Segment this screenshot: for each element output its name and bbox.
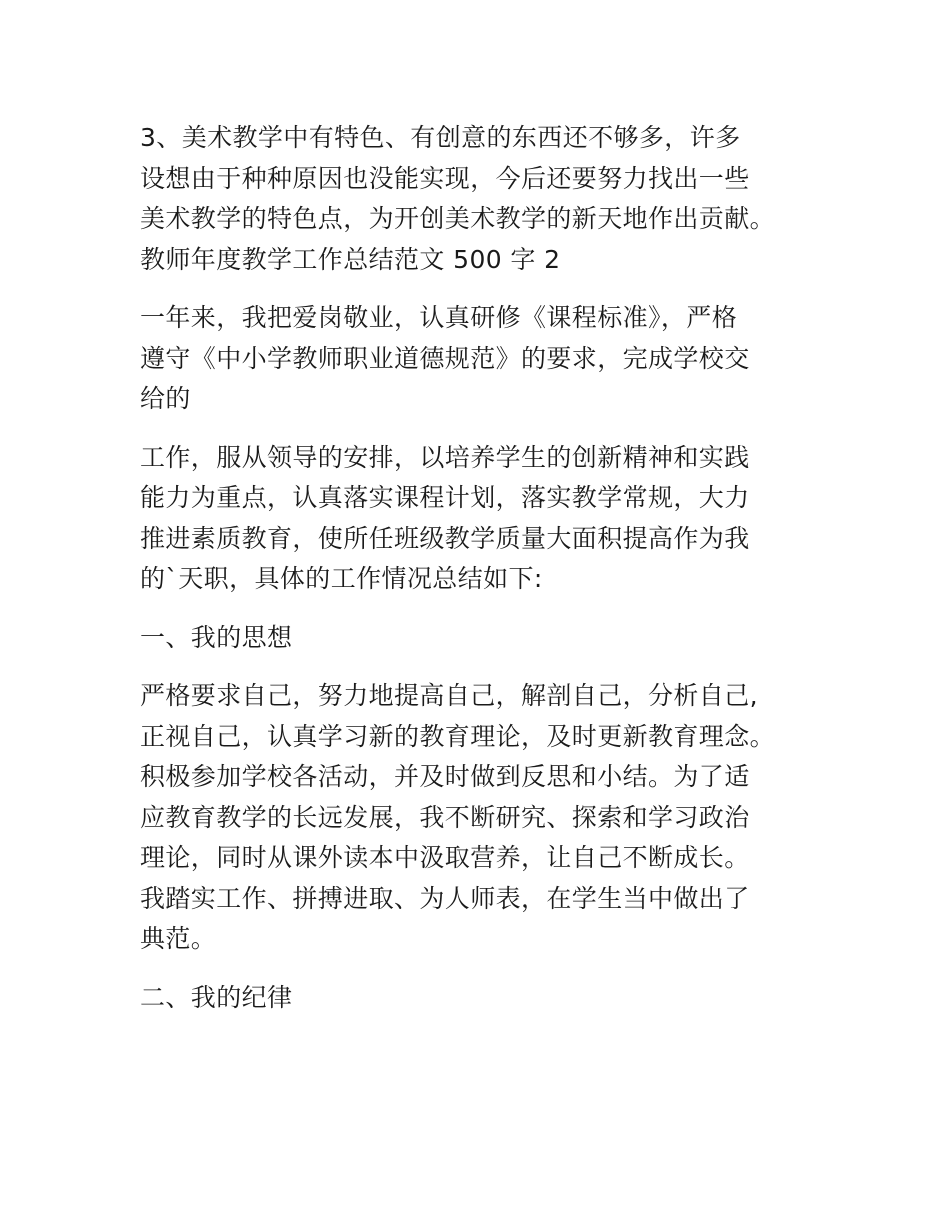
paragraph-intro [140, 298, 830, 420]
text-line: 积极参加学校各活动，并及时做到反思和小结。为了适 [140, 762, 750, 791]
text-line: 的`天职，具体的工作情况总结如下: [140, 564, 543, 593]
paragraph-art-teaching [140, 118, 830, 280]
heading-discipline [140, 978, 830, 1019]
heading-thoughts [140, 618, 830, 659]
text-line: 遵守《中小学教师职业道德规范》的要求，完成学校交 [140, 343, 750, 373]
text-line: 给的 [140, 384, 191, 413]
text-line: 设想由于种种原因也没能实现，今后还要努力找出一些 [140, 163, 750, 193]
text-line: 一年来，我把爱岗敬业，认真研修《课程标准》，严格 [140, 303, 738, 332]
text-line: 我踏实工作、拼搏进取、为人师表，在学生当中做出了 [140, 883, 750, 913]
heading-text: 一、我的思想 [140, 622, 293, 652]
document-body [140, 118, 830, 1036]
text-line: 工作，服从领导的安排，以培养学生的创新精神和实践 [140, 442, 750, 472]
text-line: 理论，同时从课外读本中汲取营养，让自己不断成长。 [140, 843, 750, 872]
text-line: 严格要求自己，努力地提高自己，解剖自己，分析自己, [140, 681, 758, 710]
text-line: 能力为重点，认真落实课程计划，落实教学常规，大力 [140, 483, 750, 512]
text-line: 美术教学的特色点，为开创美术教学的新天地作出贡献。 [140, 204, 776, 233]
text-line: 正视自己，认真学习新的教育理论，及时更新教育理念。 [140, 721, 776, 751]
text-line: 3、美术教学中有特色、有创意的东西还不够多，许多 [140, 123, 741, 152]
heading-text: 二、我的纪律 [140, 982, 293, 1012]
text-line: 典范。 [140, 924, 217, 953]
text-line: 推进素质教育，使所任班级教学质量大面积提高作为我 [140, 523, 750, 553]
text-line: 应教育教学的长远发展，我不断研究、探索和学习政治 [140, 802, 750, 832]
paragraph-thoughts [140, 676, 830, 960]
section-title: 教师年度教学工作总结范文 500 字 2 [140, 244, 561, 274]
paragraph-work [140, 438, 830, 600]
